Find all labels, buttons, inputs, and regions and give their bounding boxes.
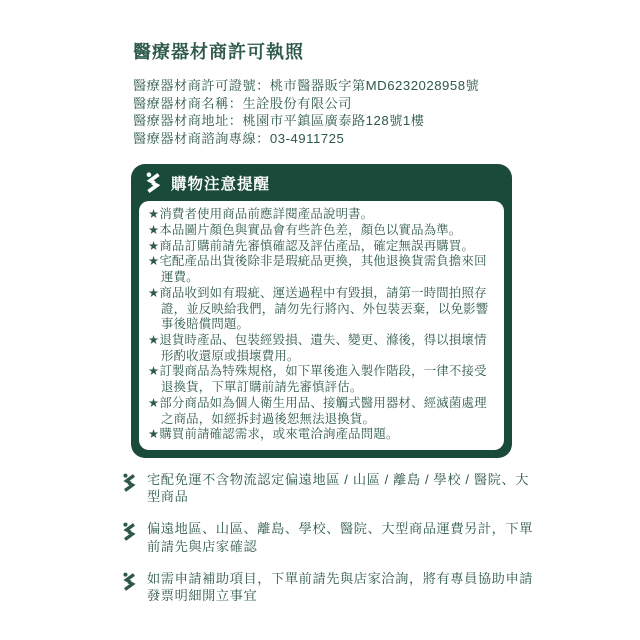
footnote-text: 偏遠地區、山區、離島、學校、醫院、大型商品運費另計，下單前請先與店家確認	[147, 521, 534, 554]
bullet-star-icon: ★	[148, 207, 160, 222]
license-address-line: 醫療器材商地址：桃園市平鎮區廣泰路128號1樓	[133, 113, 425, 129]
notice-item: ★購買前請確認需求，或來電洽詢產品問題。	[148, 427, 399, 442]
notice-list	[148, 207, 495, 443]
notice-item: ★本品圖片顏色與實品會有些許色差，顏色以實品為準。	[148, 223, 462, 238]
content-column	[131, 38, 543, 619]
brand-logo-icon	[122, 572, 137, 592]
bullet-star-icon: ★	[148, 395, 160, 410]
notice-header	[139, 164, 504, 201]
footnote-free-shipping	[131, 471, 543, 505]
footnote-subsidy-application	[131, 570, 543, 604]
license-hotline-line: 醫療器材商諮詢專線：03-4911725	[133, 130, 345, 146]
notice-item: ★消費者使用商品前應詳閱產品說明書。	[148, 207, 374, 222]
footnote-text: 如需申請補助項目，下單前請先與店家洽詢，將有專員協助申請發票明細開立事宜	[147, 570, 534, 603]
bullet-star-icon: ★	[148, 427, 160, 442]
notice-item: ★商品訂購前請先審慎確認及評估產品，確定無誤再購買。	[148, 238, 475, 253]
license-company-line: 醫療器材商名稱：生詮股份有限公司	[133, 95, 352, 111]
brand-logo-icon	[145, 172, 162, 194]
notice-item: ★退貨時產品、包裝經毀損、遺失、變更、滌後，得以損壞情形酌收還原或損壞費用。	[148, 333, 487, 363]
notice-panel	[139, 201, 504, 450]
footnote-remote-area-fee	[131, 520, 543, 554]
bullet-star-icon: ★	[148, 254, 160, 269]
license-info	[133, 77, 543, 147]
footnote-text: 宅配免運不含物流認定偏遠地區 / 山區 / 離島 / 學校 / 醫院、大型商品	[147, 471, 530, 505]
notice-item: ★宅配產品出貨後除非是瑕疵品更換，其他退換貨需負擔來回運費。	[148, 254, 487, 285]
bullet-star-icon: ★	[148, 223, 160, 238]
license-title: 醫療器材商許可執照	[133, 42, 304, 62]
bullet-star-icon: ★	[148, 285, 160, 300]
shopping-notice-box	[131, 164, 512, 458]
notice-item: ★商品收到如有瑕疵、運送過程中有毀損，請第一時間拍照存證，並反映給我們，請勿先行將內、外包裝丟棄，以免影響事後賠償問題。	[148, 285, 489, 332]
notice-heading: 購物注意提醒	[171, 176, 271, 194]
shipping-footnotes	[131, 471, 543, 604]
brand-logo-icon	[122, 522, 137, 542]
bullet-star-icon: ★	[148, 364, 160, 379]
brand-logo-icon	[122, 473, 137, 493]
bullet-star-icon: ★	[148, 333, 160, 347]
notice-item: ★部分商品如為個人衛生用品、接觸式醫用器材、經滅菌處理之商品，如經拆封過後恕無法退換貨。	[148, 395, 487, 426]
notice-item: ★訂製商品為特殊規格，如下單後進入製作階段，一律不接受退換貨，下單訂購前請先審慎評估。	[148, 364, 487, 395]
bullet-star-icon: ★	[148, 238, 160, 253]
license-number-line: 醫療器材商許可證號：桃市醫器販字第MD6232028958號	[133, 78, 480, 93]
